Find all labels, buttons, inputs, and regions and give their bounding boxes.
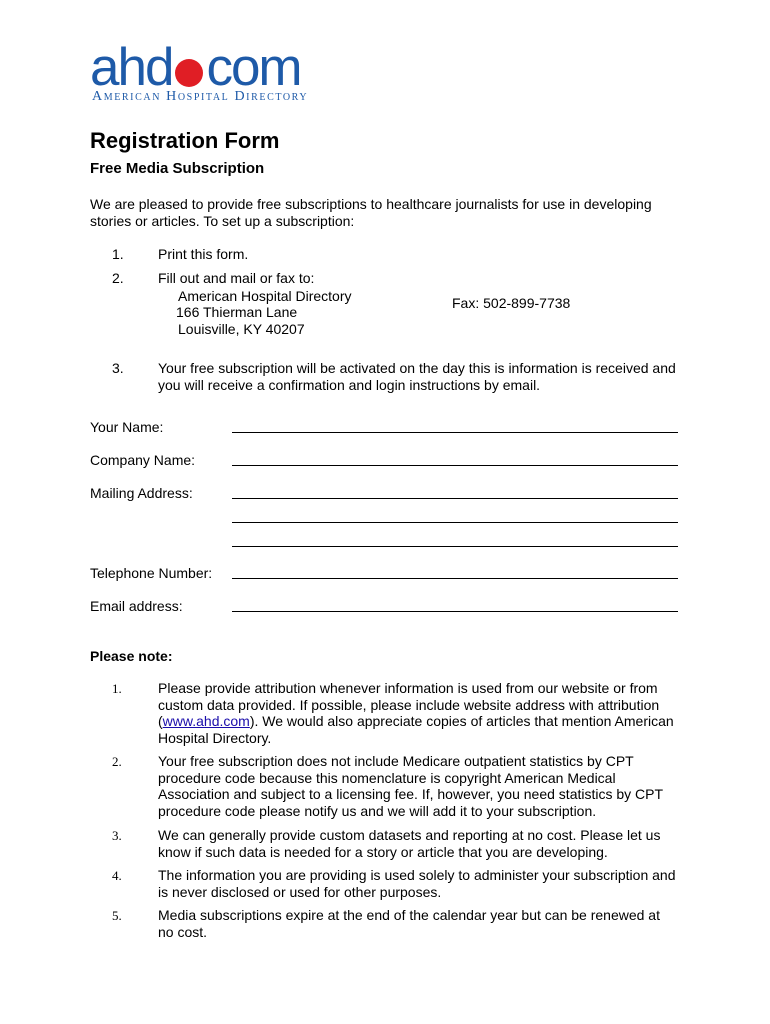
step-number: 3.	[112, 360, 124, 376]
note-text-part: ). We would also appreciate copies of articles that mention American Hospital Directory.	[158, 713, 674, 746]
address-line-1: American Hospital Directory	[178, 288, 352, 304]
note-text	[158, 680, 678, 746]
notes-heading: Please note:	[90, 648, 173, 664]
telephone-number-label: Telephone Number:	[90, 565, 213, 581]
telephone-number-input-line[interactable]	[232, 578, 678, 579]
note-text: We can generally provide custom datasets and reporting at no cost. Please let us know if such data is needed for a story or article that you are developing.	[158, 827, 661, 860]
step-text: Print this form.	[158, 246, 249, 262]
your-name-label: Your Name:	[90, 419, 164, 435]
note-text: Media subscriptions expire at the end of the calendar year but can be renewed at no cost.	[158, 907, 660, 940]
logo-wordmark-left: ahd	[90, 38, 173, 97]
company-name-input-line[interactable]	[232, 465, 678, 466]
address-line-2: 166 Thierman Lane	[176, 304, 298, 320]
page-title: Registration Form	[90, 128, 280, 153]
step-text: Your free subscription will be activated on the day this is information is received and you will receive a confirmation and login instructions by email.	[158, 360, 676, 393]
mailing-address-input-line-1[interactable]	[232, 498, 678, 499]
note-text: The information you are providing is used solely to administer your subscription and is never disclosed or used for other purposes.	[158, 867, 676, 900]
note-number: 3.	[112, 828, 122, 843]
note-text-part: Please provide attribution whenever information is used from our website or from custom data provided. If possible, please include website address with attribution (	[158, 680, 660, 730]
address-line-3: Louisville, KY 40207	[178, 321, 305, 337]
email-address-input-line[interactable]	[232, 611, 678, 612]
email-address-label: Email address:	[90, 598, 183, 614]
logo-red-dot-icon	[175, 59, 203, 87]
step-number: 2.	[112, 270, 124, 286]
mailing-address-input-line-2[interactable]	[232, 522, 678, 523]
fax-number: Fax: 502-899-7738	[452, 295, 571, 311]
mailing-address-label: Mailing Address:	[90, 485, 193, 501]
mailing-address-input-line-3[interactable]	[232, 546, 678, 547]
step-number: 1.	[112, 246, 124, 262]
note-number: 5.	[112, 908, 122, 923]
logo-wordmark-right: com	[206, 38, 301, 97]
note-number: 4.	[112, 868, 122, 883]
logo-tagline: American Hospital Directory	[92, 89, 309, 104]
ahd-logo	[90, 38, 350, 110]
company-name-label: Company Name:	[90, 452, 196, 468]
note-text: Your free subscription does not include Medicare outpatient statistics by CPT procedure code because this nomenclature is copyright American Medical Association and subject to a licensing fee. If, however, you need statistics by CPT procedure code please notify us and we will add it to your subscription.	[158, 753, 663, 819]
your-name-input-line[interactable]	[232, 432, 678, 433]
note-number: 2.	[112, 754, 122, 769]
note-number: 1.	[112, 681, 122, 696]
intro-paragraph: We are pleased to provide free subscriptions to healthcare journalists for use in developing stories or articles. To set up a subscription:	[90, 196, 652, 229]
page-subtitle: Free Media Subscription	[90, 160, 265, 177]
step-text: Fill out and mail or fax to:	[158, 270, 315, 286]
ahd-website-link[interactable]: www.ahd.com	[162, 713, 250, 730]
